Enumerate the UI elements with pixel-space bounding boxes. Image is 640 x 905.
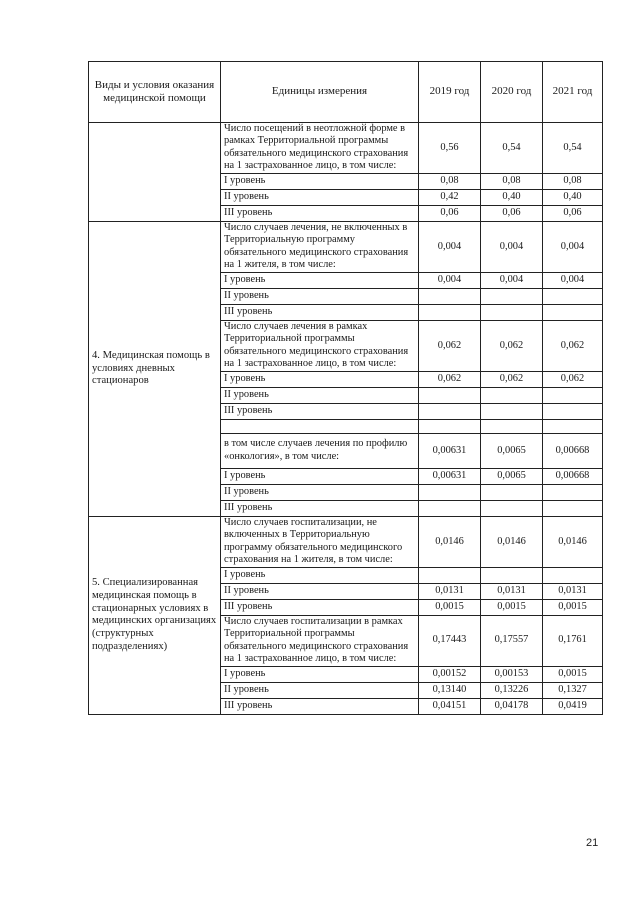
value-2021: 0,0146: [543, 516, 603, 567]
value-2019: 0,00152: [419, 666, 481, 682]
value-2021: 0,1327: [543, 682, 603, 698]
value-2020: 0,54: [481, 123, 543, 174]
value-2020: 0,40: [481, 189, 543, 205]
unit-cell: II уровень: [221, 682, 419, 698]
value-2019: 0,00631: [419, 468, 481, 484]
value-2021: 0,062: [543, 320, 603, 371]
unit-cell: I уровень: [221, 371, 419, 387]
unit-cell: II уровень: [221, 288, 419, 304]
value-2021: 0,1761: [543, 615, 603, 666]
value-2020: 0,0146: [481, 516, 543, 567]
value-2020: [481, 304, 543, 320]
value-2020: 0,0065: [481, 468, 543, 484]
header-2020: 2020 год: [481, 62, 543, 123]
unit-cell: II уровень: [221, 189, 419, 205]
value-2021: 0,0015: [543, 599, 603, 615]
value-2021: 0,0419: [543, 698, 603, 714]
value-2021: 0,06: [543, 205, 603, 221]
value-2021: 0,00668: [543, 433, 603, 468]
unit-cell: II уровень: [221, 583, 419, 599]
value-2019: 0,17443: [419, 615, 481, 666]
value-2019: [419, 403, 481, 419]
unit-cell: I уровень: [221, 272, 419, 288]
value-2021: [543, 500, 603, 516]
unit-cell: [221, 419, 419, 433]
unit-cell: III уровень: [221, 205, 419, 221]
value-2019: 0,0015: [419, 599, 481, 615]
value-2019: 0,004: [419, 221, 481, 272]
value-2020: 0,0015: [481, 599, 543, 615]
unit-cell: Число случаев лечения, не включенных в Территориальную программу обязательного медицинского страхования на 1 жителя, в том числе:: [221, 221, 419, 272]
value-2020: 0,062: [481, 320, 543, 371]
unit-cell: III уровень: [221, 698, 419, 714]
value-2019: 0,56: [419, 123, 481, 174]
value-2019: [419, 484, 481, 500]
value-2019: 0,0131: [419, 583, 481, 599]
header-unit: Единицы измерения: [221, 62, 419, 123]
header-2021: 2021 год: [543, 62, 603, 123]
value-2021: 0,004: [543, 272, 603, 288]
unit-cell: I уровень: [221, 666, 419, 682]
value-2019: 0,04151: [419, 698, 481, 714]
value-2020: 0,08: [481, 173, 543, 189]
value-2019: [419, 567, 481, 583]
value-2020: [481, 484, 543, 500]
value-2021: [543, 403, 603, 419]
unit-cell: I уровень: [221, 173, 419, 189]
indicators-table: [88, 61, 603, 715]
value-2019: 0,062: [419, 320, 481, 371]
table-row: [89, 123, 603, 174]
value-2021: 0,54: [543, 123, 603, 174]
value-2021: [543, 304, 603, 320]
value-2021: 0,062: [543, 371, 603, 387]
value-2021: 0,40: [543, 189, 603, 205]
unit-cell: Число случаев госпитализации в рамках Территориальной программы обязательного медицинского страхования на 1 застрахованное лицо, в том числе:: [221, 615, 419, 666]
unit-cell: III уровень: [221, 403, 419, 419]
value-2020: 0,13226: [481, 682, 543, 698]
table-row: [89, 516, 603, 567]
table-row: [89, 221, 603, 272]
table-header-row: [89, 62, 603, 123]
value-2021: 0,08: [543, 173, 603, 189]
value-2020: [481, 419, 543, 433]
value-2019: 0,06: [419, 205, 481, 221]
value-2019: 0,42: [419, 189, 481, 205]
unit-cell: Число посещений в неотложной форме в рамках Территориальной программы обязательного медицинского страхования на 1 застрахованное лицо, в том числе:: [221, 123, 419, 174]
value-2021: [543, 567, 603, 583]
value-2020: 0,062: [481, 371, 543, 387]
value-2019: 0,062: [419, 371, 481, 387]
group-specialized: 5. Специализированная медицинская помощь в стационарных условиях в медицинских организациях (структурных подразделениях): [89, 516, 221, 714]
unit-cell: I уровень: [221, 567, 419, 583]
unit-cell: Число случаев лечения в рамках Территориальной программы обязательного медицинского страхования на 1 застрахованное лицо, в том числе:: [221, 320, 419, 371]
header-care-type: Виды и условия оказания медицинской помощи: [89, 62, 221, 123]
value-2019: 0,13140: [419, 682, 481, 698]
value-2019: 0,0146: [419, 516, 481, 567]
value-2020: 0,17557: [481, 615, 543, 666]
value-2021: [543, 288, 603, 304]
value-2020: [481, 387, 543, 403]
value-2020: [481, 500, 543, 516]
value-2020: 0,00153: [481, 666, 543, 682]
group-day-hospital: 4. Медицинская помощь в условиях дневных стационаров: [89, 221, 221, 516]
value-2020: 0,004: [481, 221, 543, 272]
unit-cell: III уровень: [221, 599, 419, 615]
value-2021: 0,0131: [543, 583, 603, 599]
value-2019: [419, 387, 481, 403]
page-number: 21: [586, 837, 599, 849]
value-2020: 0,06: [481, 205, 543, 221]
value-2020: [481, 288, 543, 304]
unit-cell: Число случаев госпитализации, не включенных в Территориальную программу обязательного медицинского страхования на 1 жителя, в том числе:: [221, 516, 419, 567]
value-2019: [419, 419, 481, 433]
value-2019: [419, 304, 481, 320]
unit-cell: I уровень: [221, 468, 419, 484]
value-2020: 0,0131: [481, 583, 543, 599]
value-2020: 0,004: [481, 272, 543, 288]
value-2021: [543, 419, 603, 433]
value-2019: [419, 288, 481, 304]
value-2021: 0,004: [543, 221, 603, 272]
unit-cell: в том числе случаев лечения по профилю «онкология», в том числе:: [221, 433, 419, 468]
value-2020: 0,0065: [481, 433, 543, 468]
value-2019: [419, 500, 481, 516]
value-2019: 0,08: [419, 173, 481, 189]
header-2019: 2019 год: [419, 62, 481, 123]
value-2019: 0,004: [419, 272, 481, 288]
value-2021: [543, 387, 603, 403]
value-2021: [543, 484, 603, 500]
unit-cell: II уровень: [221, 484, 419, 500]
group-cell-empty: [89, 123, 221, 222]
unit-cell: II уровень: [221, 387, 419, 403]
value-2019: 0,00631: [419, 433, 481, 468]
value-2020: 0,04178: [481, 698, 543, 714]
value-2021: 0,00668: [543, 468, 603, 484]
unit-cell: III уровень: [221, 500, 419, 516]
value-2021: 0,0015: [543, 666, 603, 682]
value-2020: [481, 403, 543, 419]
unit-cell: III уровень: [221, 304, 419, 320]
value-2020: [481, 567, 543, 583]
